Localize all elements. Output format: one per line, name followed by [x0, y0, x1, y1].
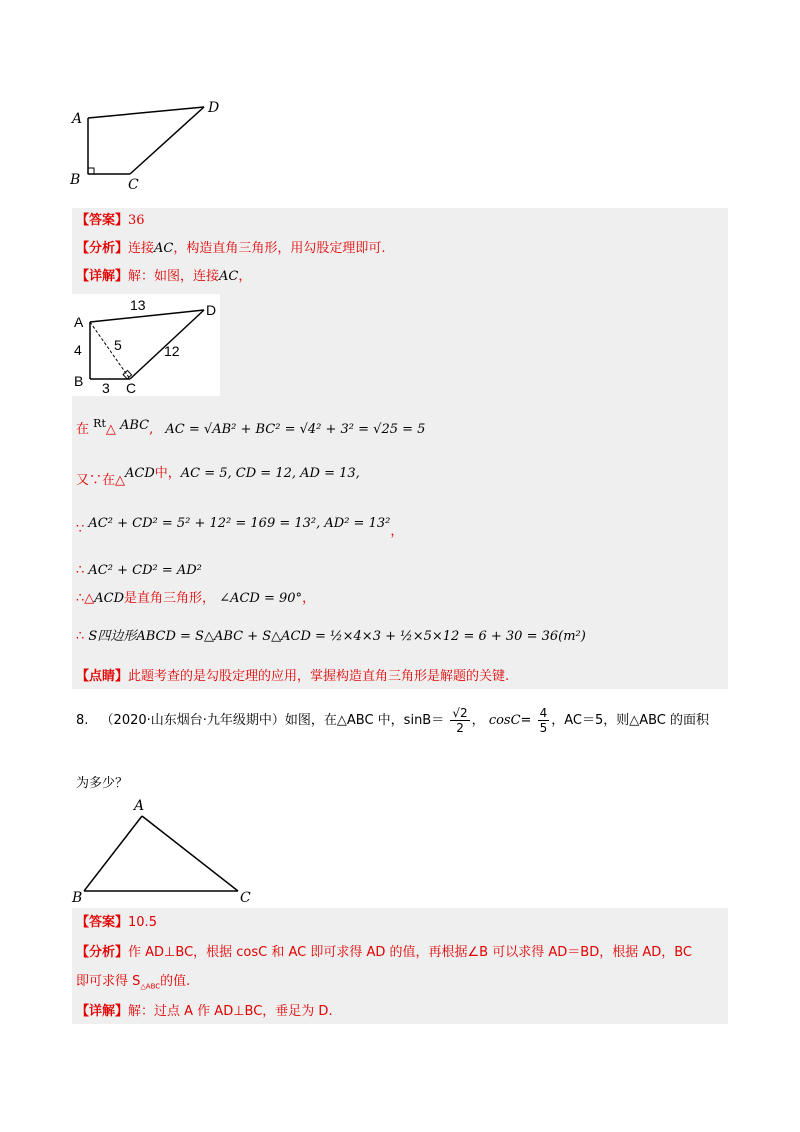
- label-a: A: [72, 111, 83, 127]
- step-2: [76, 465, 360, 490]
- fraction-sinb-num: √2: [452, 706, 468, 720]
- detail-tag: 【详解】: [76, 269, 129, 284]
- question-comma: ，: [471, 713, 485, 728]
- step-1-pre: 在: [76, 422, 90, 437]
- analysis-line-2: [76, 944, 692, 962]
- step-2-mid: 中，: [154, 466, 181, 481]
- step-5-pre: ∴△: [76, 591, 95, 606]
- diagonal-ac: [90, 322, 130, 379]
- question-cosc: cosC: [488, 713, 521, 728]
- step-4-math: AC² + CD² = AD²: [88, 563, 202, 578]
- point-text: 此题考查的是勾股定理的应用，掌握构造直角三角形是解题的关键.: [128, 669, 510, 684]
- step-5: [76, 590, 315, 608]
- answer-line-1: [76, 212, 145, 230]
- length-ac: 5: [114, 337, 122, 353]
- analysis-line2-pre: 即可求得 S: [76, 974, 141, 989]
- fraction-cosc: [538, 706, 550, 735]
- step-1-abc: ABC: [120, 418, 150, 433]
- step-2-acd: ACD: [125, 466, 155, 481]
- detail-text: 解：过点 A 作 AD⊥BC，垂足为 D.: [128, 1004, 333, 1019]
- step-3-sym: ∵: [76, 522, 85, 537]
- analysis-text: 作 AD⊥BC，根据 cosC 和 AC 即可求得 AD 的值，再根据∠B 可以求得 AD＝BD，根据 AD，BC: [128, 945, 693, 960]
- answer-line-2: [76, 914, 157, 932]
- step-4: [76, 562, 202, 580]
- label-c: C: [128, 177, 139, 193]
- step-1-math: AC = √AB² + BC² = √4² + 3² = √25 = 5: [165, 422, 426, 437]
- answer-tag: 【答案】: [76, 915, 129, 930]
- question-line-2: 为多少？: [76, 776, 129, 791]
- step-5-post: ，: [302, 591, 316, 606]
- step-6-sym: ∴: [76, 629, 85, 644]
- label-b: B: [74, 373, 84, 389]
- analysis-line2-post: 的值.: [160, 974, 191, 989]
- step-2-math: AC = 5, CD = 12, AD = 13,: [180, 466, 360, 481]
- label-d: D: [208, 100, 220, 116]
- edge-ad: [88, 107, 204, 118]
- figure-quadrilateral: [66, 96, 236, 192]
- step-2-pre: 又∵在△: [76, 473, 125, 488]
- label-a: A: [134, 798, 145, 814]
- question-8-line-2: [76, 772, 128, 791]
- detail-line-2: [76, 1003, 333, 1021]
- edge-ab: [84, 816, 142, 891]
- answer-tag: 【答案】: [76, 213, 129, 228]
- fraction-sinb-den: 2: [456, 721, 464, 735]
- fraction-cosc-num: 4: [539, 706, 548, 720]
- edge-cd: [130, 107, 204, 174]
- analysis-post: ，构造直角三角形，用勾股定理即可.: [173, 241, 386, 256]
- point-line: [76, 668, 509, 686]
- step-6: [76, 628, 586, 646]
- length-ab: 4: [74, 342, 82, 358]
- detail-line-1: [76, 268, 251, 286]
- point-tag: 【点睛】: [76, 669, 129, 684]
- step-1-tri: △: [105, 422, 116, 437]
- length-ad: 13: [130, 297, 146, 313]
- question-number: 8.: [76, 713, 89, 728]
- analysis-var: AC: [154, 241, 174, 256]
- label-b: B: [70, 172, 81, 188]
- step-3-math: AC² + CD² = 5² + 12² = 169 = 13², AD² = 13²: [88, 516, 391, 531]
- step-6-math: S四边形ABCD = S△ABC + S△ACD = ½×4×3 + ½×5×12 = 6 + 30 = 36(m²): [88, 629, 586, 644]
- figure-quadrilateral-annotated: [72, 294, 220, 396]
- detail-post: ，: [238, 269, 252, 284]
- figure-triangle: [70, 796, 270, 906]
- detail-pre: 解：如图，连接: [128, 269, 220, 284]
- right-angle-mark: [88, 168, 94, 174]
- answer-value: 10.5: [128, 915, 157, 930]
- edge-ad: [90, 310, 204, 322]
- fraction-cosc-den: 5: [539, 721, 548, 735]
- step-5-mid: 是直角三角形，: [124, 591, 216, 606]
- question-rest: ，AC＝5，则△ABC 的面积: [551, 713, 710, 728]
- step-1-rt: Rt: [93, 417, 106, 430]
- question-source: （2020·山东烟台·九年级期中）如图，在△ABC 中，sinB＝: [100, 713, 445, 728]
- fraction-sinb: [450, 706, 469, 735]
- step-3-post: ，: [390, 524, 404, 539]
- analysis-tag: 【分析】: [76, 241, 129, 256]
- label-a: A: [74, 314, 84, 330]
- length-cd: 12: [164, 343, 180, 359]
- label-c: C: [126, 380, 137, 396]
- step-3: [76, 515, 403, 541]
- step-5-math: ∠ACD = 90°: [219, 591, 303, 606]
- analysis-line-2b: [76, 973, 190, 996]
- label-d: D: [206, 302, 217, 318]
- step-4-sym: ∴: [76, 563, 85, 578]
- analysis-pre: 连接: [128, 241, 155, 256]
- detail-var: AC: [219, 269, 239, 284]
- analysis-line-1: [76, 240, 386, 258]
- question-8-line-1: 8. （2020·山东烟台·九年级期中）如图，在△ABC 中，sinB＝ $\frac{√2}{2}$ ， cosC= $\frac{4}{5}$ ，AC＝5，则△ABC 的面积: [76, 706, 710, 735]
- detail-tag: 【详解】: [76, 1004, 129, 1019]
- analysis-tag: 【分析】: [76, 945, 129, 960]
- label-b: B: [72, 890, 83, 906]
- analysis-line2-sub: △ABC: [140, 982, 161, 991]
- step-1: 在 $^{Rt}$△ ABC, AC = √AB² + BC² = √4² + 3² = √25 = 5: [76, 417, 426, 437]
- step-5-acd: ACD: [94, 591, 125, 606]
- answer-value: 36: [128, 213, 145, 228]
- edge-ac: [142, 816, 238, 891]
- length-bc: 3: [102, 380, 110, 396]
- label-c: C: [240, 890, 251, 906]
